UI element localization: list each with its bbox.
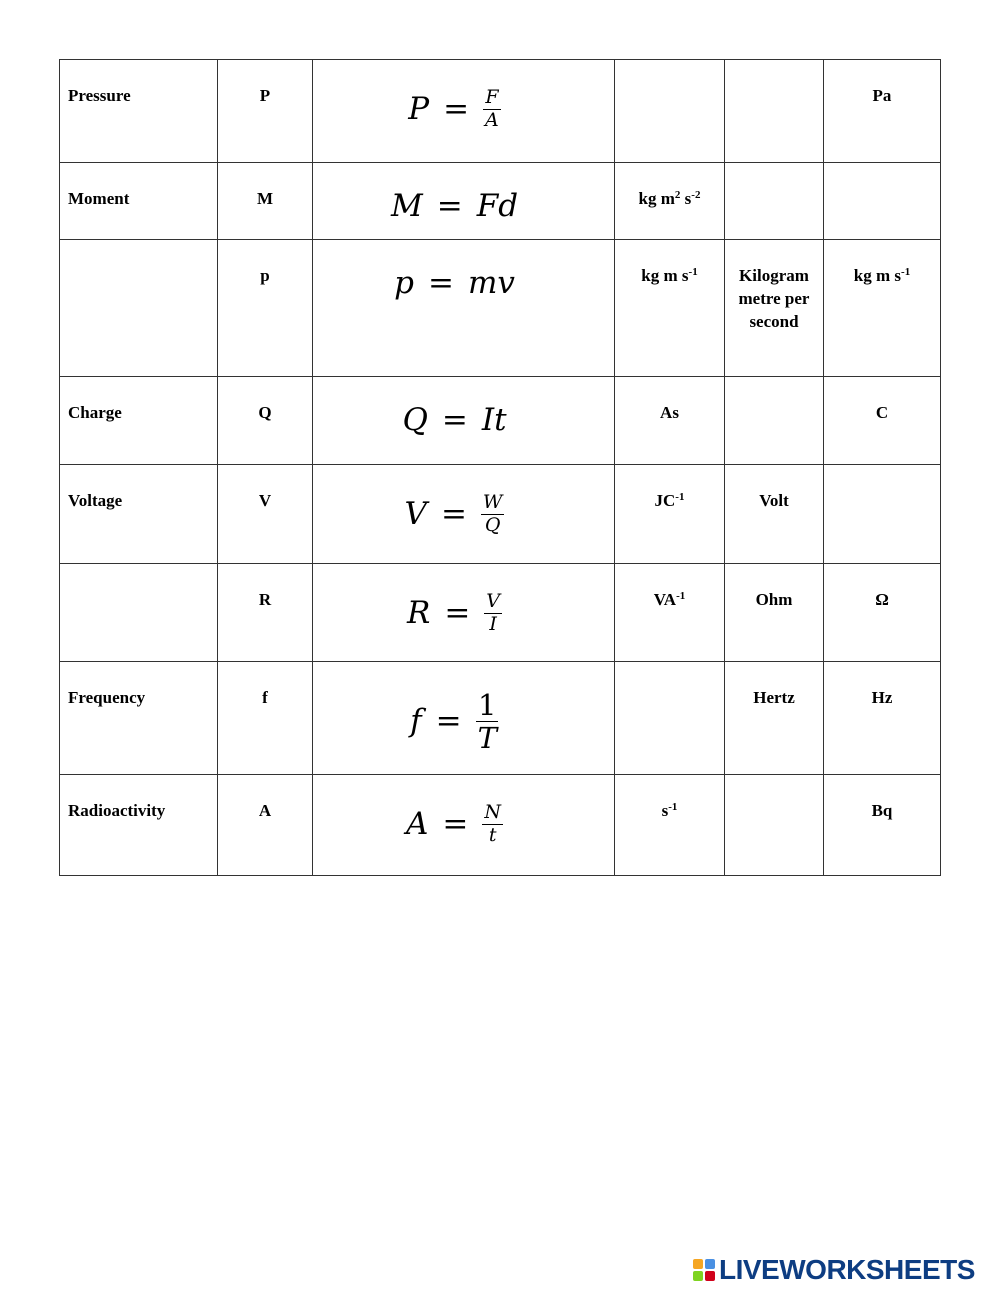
equals-sign: =: [435, 703, 462, 740]
quantity-symbol: R: [258, 590, 272, 609]
formula-cell: [313, 662, 615, 775]
base-units-cell: [615, 60, 725, 163]
quantity-cell: [60, 240, 218, 377]
unit-symbol-cell: [824, 564, 941, 662]
table-row: [60, 240, 941, 377]
table-row: [60, 163, 941, 240]
formula: [407, 592, 502, 635]
quantity-cell: [60, 163, 218, 240]
quantity-name: Charge: [68, 403, 122, 422]
base-units-cell: [615, 240, 725, 377]
unit-symbol: C: [875, 403, 889, 422]
unit-symbol: Bq: [871, 801, 893, 820]
quantity-symbol: Q: [258, 403, 272, 422]
unit-name-cell: [725, 377, 824, 465]
table-body: [60, 60, 941, 876]
equals-sign: =: [436, 188, 463, 224]
base-units: kg m $s^{-1}$: [641, 266, 698, 285]
formula: [402, 402, 507, 438]
base-units-cell: [615, 377, 725, 465]
fraction: [484, 592, 502, 635]
quantity-name: Voltage: [68, 491, 123, 510]
unit-name-cell: [725, 775, 824, 876]
quantity-cell: [60, 662, 218, 775]
liveworksheets-logo-icon: [693, 1259, 715, 1281]
fraction-numerator: V: [486, 590, 501, 612]
fraction-denominator: A: [485, 108, 499, 131]
symbol-cell: [218, 775, 313, 876]
fraction-numerator: 1: [478, 688, 497, 722]
fraction-denominator: t: [488, 823, 497, 846]
table-row: [60, 662, 941, 775]
fraction: [476, 690, 499, 754]
liveworksheets-wordmark: LIVEWORKSHEETS: [719, 1254, 975, 1285]
unit-symbol: Pa: [872, 86, 892, 105]
formula-cell: [313, 465, 615, 564]
base-units: $JC^{-1}$: [654, 491, 685, 510]
unit-symbol-cell: [824, 60, 941, 163]
unit-name-cell: [725, 240, 824, 377]
unit-name: Volt: [759, 491, 789, 510]
fraction: [481, 493, 505, 536]
quantity-symbol: M: [256, 189, 274, 208]
symbol-cell: [218, 564, 313, 662]
formula-lhs: Q: [402, 402, 428, 438]
base-units: $VA^{-1}$: [653, 590, 686, 609]
equals-sign: =: [443, 90, 470, 127]
formula: [405, 493, 505, 536]
table-row: [60, 377, 941, 465]
unit-symbol-cell: [824, 240, 941, 377]
fraction-numerator: F: [485, 86, 499, 108]
unit-symbol-cell: [824, 465, 941, 564]
base-units-cell: [615, 775, 725, 876]
formula-rhs: mv: [467, 265, 515, 301]
quantity-cell: [60, 564, 218, 662]
unit-symbol-cell: [824, 377, 941, 465]
unit-symbol-cell: [824, 775, 941, 876]
logo-tile: [705, 1259, 715, 1269]
unit-name: Kilogram metre per second: [738, 266, 810, 331]
quantity-symbol: P: [259, 86, 271, 105]
quantity-symbol: p: [260, 266, 270, 285]
table-row: [60, 60, 941, 163]
symbol-cell: [218, 163, 313, 240]
quantity-name: Moment: [68, 189, 130, 208]
fraction-denominator: T: [477, 721, 497, 756]
formula: [394, 265, 515, 301]
base-units: As: [660, 403, 679, 422]
table-row: [60, 564, 941, 662]
fraction-numerator: W: [482, 491, 503, 513]
unit-name: Ohm: [755, 590, 793, 609]
formula-cell: [313, 60, 615, 163]
formula-lhs: p: [394, 265, 414, 301]
physics-quantities-table: [59, 59, 941, 876]
equals-sign: =: [442, 805, 469, 842]
fraction-numerator: N: [484, 801, 501, 823]
quantity-cell: [60, 775, 218, 876]
formula-cell: [313, 377, 615, 465]
unit-symbol: Hz: [871, 688, 893, 707]
unit-symbol-cell: [824, 163, 941, 240]
symbol-cell: [218, 662, 313, 775]
quantity-name: Pressure: [68, 86, 131, 105]
formula-lhs: V: [404, 495, 427, 532]
symbol-cell: [218, 60, 313, 163]
symbol-cell: [218, 240, 313, 377]
unit-name-cell: [725, 465, 824, 564]
quantity-cell: [60, 377, 218, 465]
formula-rhs: Fd: [476, 188, 519, 224]
unit-name-cell: [725, 564, 824, 662]
fraction-denominator: Q: [484, 513, 501, 536]
logo-tile: [705, 1271, 715, 1281]
formula-cell: [313, 163, 615, 240]
quantity-name: Radioactivity: [68, 801, 166, 820]
formula: [408, 88, 501, 131]
quantity-symbol: f: [262, 688, 268, 707]
unit-symbol-cell: [824, 662, 941, 775]
unit-name: Hertz: [753, 688, 795, 707]
unit-name-cell: [725, 662, 824, 775]
formula-lhs: A: [406, 805, 429, 842]
liveworksheets-logo: [693, 1255, 975, 1285]
formula-lhs: R: [406, 594, 431, 631]
base-units: kg $m^2$ $s^{-2}$: [638, 189, 701, 208]
equals-sign: =: [441, 402, 468, 438]
base-units-cell: [615, 465, 725, 564]
fraction: [482, 803, 503, 846]
formula-rhs: It: [481, 402, 507, 438]
base-units-cell: [615, 163, 725, 240]
formula-cell: [313, 564, 615, 662]
formula: [390, 188, 519, 224]
quantity-symbol: A: [258, 801, 272, 820]
symbol-cell: [218, 377, 313, 465]
formula-lhs: f: [410, 703, 422, 740]
equals-sign: =: [444, 594, 471, 631]
formula: [406, 803, 503, 846]
quantity-name: Frequency: [68, 688, 146, 707]
unit-symbol: Ω: [875, 590, 889, 609]
formula-cell: [313, 775, 615, 876]
equals-sign: =: [427, 265, 454, 301]
formula-cell: [313, 240, 615, 377]
fraction: [483, 88, 501, 131]
quantity-cell: [60, 60, 218, 163]
logo-tile: [693, 1259, 703, 1269]
symbol-cell: [218, 465, 313, 564]
base-units-cell: [615, 662, 725, 775]
logo-tile: [693, 1271, 703, 1281]
base-units-cell: [615, 564, 725, 662]
base-units: $s^{-1}$: [661, 801, 678, 820]
quantity-symbol: V: [258, 491, 272, 510]
unit-symbol: kg m $s^{-1}$: [853, 266, 911, 285]
formula-lhs: M: [390, 188, 423, 224]
table-row: [60, 775, 941, 876]
unit-name-cell: [725, 60, 824, 163]
table-row: [60, 465, 941, 564]
formula-lhs: P: [408, 90, 430, 127]
quantity-cell: [60, 465, 218, 564]
unit-name-cell: [725, 163, 824, 240]
fraction-denominator: I: [489, 612, 497, 635]
equals-sign: =: [440, 495, 467, 532]
formula: [410, 690, 499, 754]
